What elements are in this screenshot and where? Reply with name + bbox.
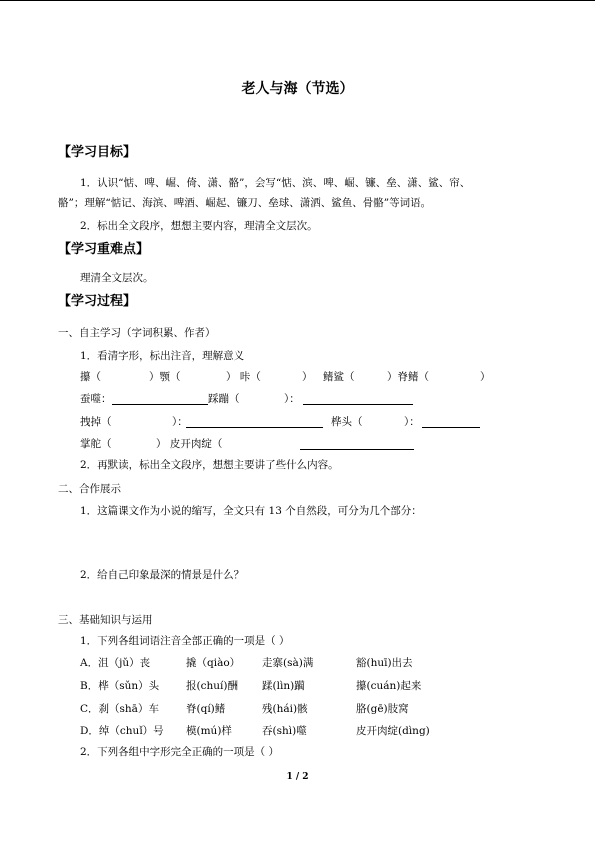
- part2-q1: 1．这篇课文作为小说的缩写，全文只有 13 个自然段，可分为几个部分：: [80, 505, 422, 517]
- option-word: 报(chuí)酬: [186, 680, 238, 692]
- option-word: 走寨(sà)满: [262, 657, 314, 669]
- page-title: 老人与海（节选）: [241, 81, 354, 97]
- option-word: 模(mú)样: [186, 725, 232, 737]
- option-word: 吞(shì)噬: [262, 725, 307, 737]
- option-label: A．沮（jǔ）丧: [80, 657, 151, 669]
- option-word: 豁(huī)出去: [356, 657, 413, 669]
- part2-title: 二、合作展示: [58, 483, 121, 495]
- vocab-item: ）：: [284, 393, 300, 405]
- vocab-item: ） 咔（: [226, 371, 261, 383]
- goals-item1-line2: 骼”；理解“惦记、海滨、啤酒、崛起、镰刀、垒球、潇洒、鲨鱼、骨骼”等词语。: [58, 197, 432, 209]
- process-heading: 【学习过程】: [58, 294, 137, 309]
- goals-item2: 2．标出全文段序，想想主要内容，理清全文层次。: [80, 220, 318, 232]
- vocab-item: ） 皮开肉绽（: [156, 438, 223, 450]
- option-word: 脊(qí)鳍: [186, 703, 226, 715]
- option-word: 胳(gē)肢窝: [356, 703, 409, 715]
- part3-title: 三、基础知识与运用: [58, 614, 153, 626]
- answer-blank[interactable]: [112, 393, 208, 405]
- vocab-item: ）脊鳍（: [387, 371, 429, 383]
- option-word: 皮开肉绽(dìng): [356, 725, 430, 737]
- part1-q1: 1．看清字形，标出注音，理解意义: [80, 350, 245, 362]
- vocab-item: ）：: [404, 416, 420, 428]
- vocab-item: 掌舵（: [80, 438, 112, 450]
- vocab-item: ）: [302, 371, 313, 383]
- option-label: C．刹（shā）车: [80, 703, 159, 715]
- vocab-item: 桦头（: [331, 416, 363, 428]
- vocab-item: 攥（: [80, 371, 101, 383]
- top-border: [0, 0, 595, 1]
- option-word: 蹂(lìn)躏: [262, 680, 305, 692]
- vocab-item: 踩蹦（: [208, 393, 240, 405]
- answer-blank[interactable]: [300, 438, 414, 450]
- vocab-item: 鳍鲨（: [323, 371, 355, 383]
- answer-blank[interactable]: [422, 416, 480, 428]
- answer-blank[interactable]: [303, 393, 413, 405]
- option-label: D．绰（chuǐ）号: [80, 725, 164, 737]
- vocab-item: ）: [480, 371, 491, 383]
- goals-heading: 【学习目标】: [58, 145, 137, 160]
- vocab-item: 拽掉（: [80, 416, 112, 428]
- option-word: 残(hái)骸: [262, 703, 308, 715]
- vocab-item: ）：: [172, 416, 188, 428]
- goals-item1-line1: 1．认识“惦、啤、崛、倚、潇、骼”，会写“惦、滨、啤、崛、镰、垒、潇、鲨、帘、: [80, 177, 471, 189]
- part1-q2: 2．再默读，标出全文段序，想想主要讲了些什么内容。: [80, 459, 339, 471]
- part3-q2: 2．下列各组中字形完全正确的一项是（ ）: [80, 746, 280, 758]
- option-label: B．桦（sǔn）头: [80, 680, 160, 692]
- difficulty-heading: 【学习重难点】: [58, 242, 150, 257]
- option-word: 撬（qiào）: [186, 657, 241, 669]
- difficulty-text: 理清全文层次。: [80, 272, 154, 284]
- answer-blank[interactable]: [186, 416, 323, 428]
- part1-title: 一、自主学习（字词积累、作者）: [58, 327, 216, 339]
- page-number: 1 / 2: [286, 772, 309, 782]
- vocab-item: 蚕噬：: [80, 393, 112, 405]
- option-word: 攥(cuán)起来: [356, 680, 422, 692]
- vocab-item: ）颚（: [149, 371, 181, 383]
- part3-q1: 1．下列各组词语注音全部正确的一项是（ ）: [80, 635, 290, 647]
- part2-q2: 2．给自己印象最深的情景是什么？: [80, 569, 245, 581]
